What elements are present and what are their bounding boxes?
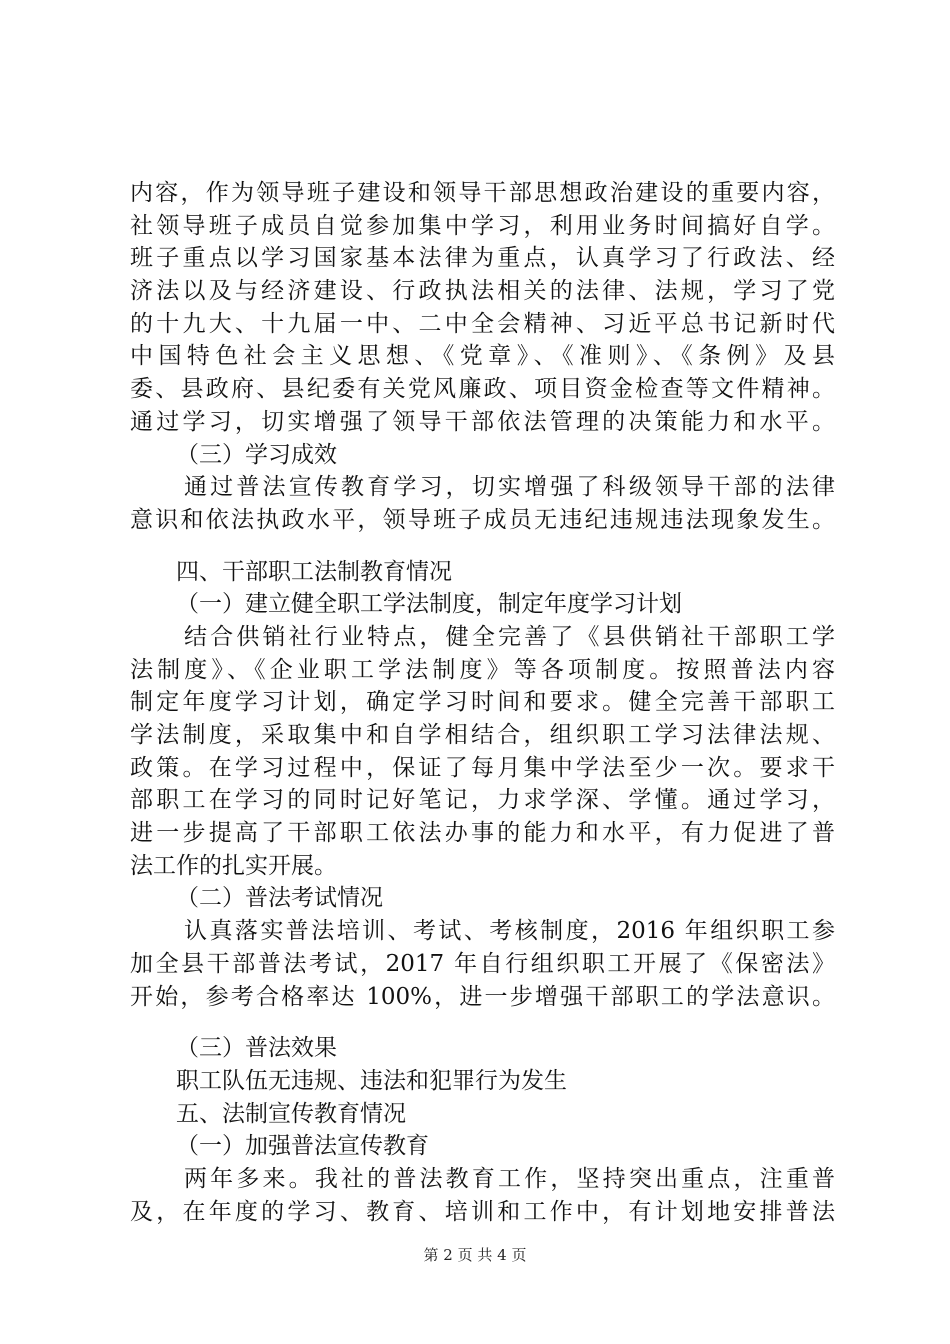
section-heading-5: 五、法制宣传教育情况 — [176, 1100, 406, 1127]
paragraph-line: 委、县政府、县纪委有关党风廉政、项目资金检查等文件精神。 — [130, 376, 835, 403]
subheading-learning-results: （三）学习成效 — [176, 441, 337, 468]
paragraph-line: 两年多来。我社的普法教育工作，坚持突出重点，注重普 — [184, 1165, 835, 1192]
paragraph-gap — [130, 1013, 835, 1032]
subheading-law-effect: （三）普法效果 — [176, 1035, 337, 1062]
paragraph-line: 的十九大、十九届一中、二中全会精神、习近平总书记新时代 — [130, 310, 835, 337]
subheading-study-system: （一）建立健全职工学法制度，制定年度学习计划 — [176, 591, 682, 618]
paragraph-line: 及，在年度的学习、教育、培训和工作中，有计划地安排普法 — [130, 1198, 835, 1225]
paragraph-line: 济法以及与经济建设、行政执法相关的法律、法规，学习了党 — [130, 278, 835, 305]
paragraph-line: 中国特色社会主义思想、《党章》、《准则》、《条例》及县 — [130, 343, 835, 370]
subheading-exam-status: （二）普法考试情况 — [176, 885, 383, 912]
paragraph-line: 法工作的扎实开展。 — [130, 852, 337, 879]
paragraph-line: 制定年度学习计划，确定学习时间和要求。健全完善干部职工 — [130, 689, 835, 716]
paragraph-line: 加全县干部普法考试，2017 年自行组织职工开展了《保密法》 — [130, 950, 835, 977]
paragraph-gap — [130, 537, 835, 556]
paragraph-line: 社领导班子成员自觉参加集中学习，利用业务时间搞好自学。 — [130, 212, 835, 239]
page-number-footer: 第 2 页 共 4 页 — [423, 1246, 527, 1264]
paragraph-line: 结合供销社行业特点，健全完善了《县供销社干部职工学 — [184, 623, 835, 650]
subheading-publicity: （一）加强普法宣传教育 — [176, 1133, 429, 1160]
paragraph-line: 通过学习，切实增强了领导干部依法管理的决策能力和水平。 — [130, 408, 835, 435]
paragraph-line: 政策。在学习过程中，保证了每月集中学法至少一次。要求干 — [130, 754, 835, 781]
paragraph-line: 法制度》、《企业职工学法制度》等各项制度。按照普法内容 — [130, 656, 835, 683]
paragraph-line: 进一步提高了干部职工依法办事的能力和水平，有力促进了普 — [130, 820, 835, 847]
paragraph-line: 开始，参考合格率达 100%，进一步增强干部职工的学法意识。 — [130, 983, 835, 1010]
paragraph-line: 班子重点以学习国家基本法律为重点，认真学习了行政法、经 — [130, 245, 835, 272]
document-body — [130, 177, 835, 1228]
section-heading-4: 四、干部职工法制教育情况 — [176, 558, 452, 585]
paragraph-line: 内容，作为领导班子建设和领导干部思想政治建设的重要内容， — [130, 180, 835, 206]
paragraph-line: 部职工在学习的同时记好笔记，力求学深、学懂。通过学习， — [130, 787, 835, 814]
paragraph-line: 职工队伍无违规、违法和犯罪行为发生 — [176, 1067, 567, 1094]
paragraph-line: 认真落实普法培训、考试、考核制度，2016 年组织职工参 — [184, 918, 835, 945]
paragraph-line: 通过普法宣传教育学习，切实增强了科级领导干部的法律 — [184, 474, 835, 501]
paragraph-line: 意识和依法执政水平，领导班子成员无违纪违规违法现象发生。 — [130, 506, 835, 533]
paragraph-line: 学法制度，采取集中和自学相结合，组织职工学习法律法规、 — [130, 722, 835, 748]
